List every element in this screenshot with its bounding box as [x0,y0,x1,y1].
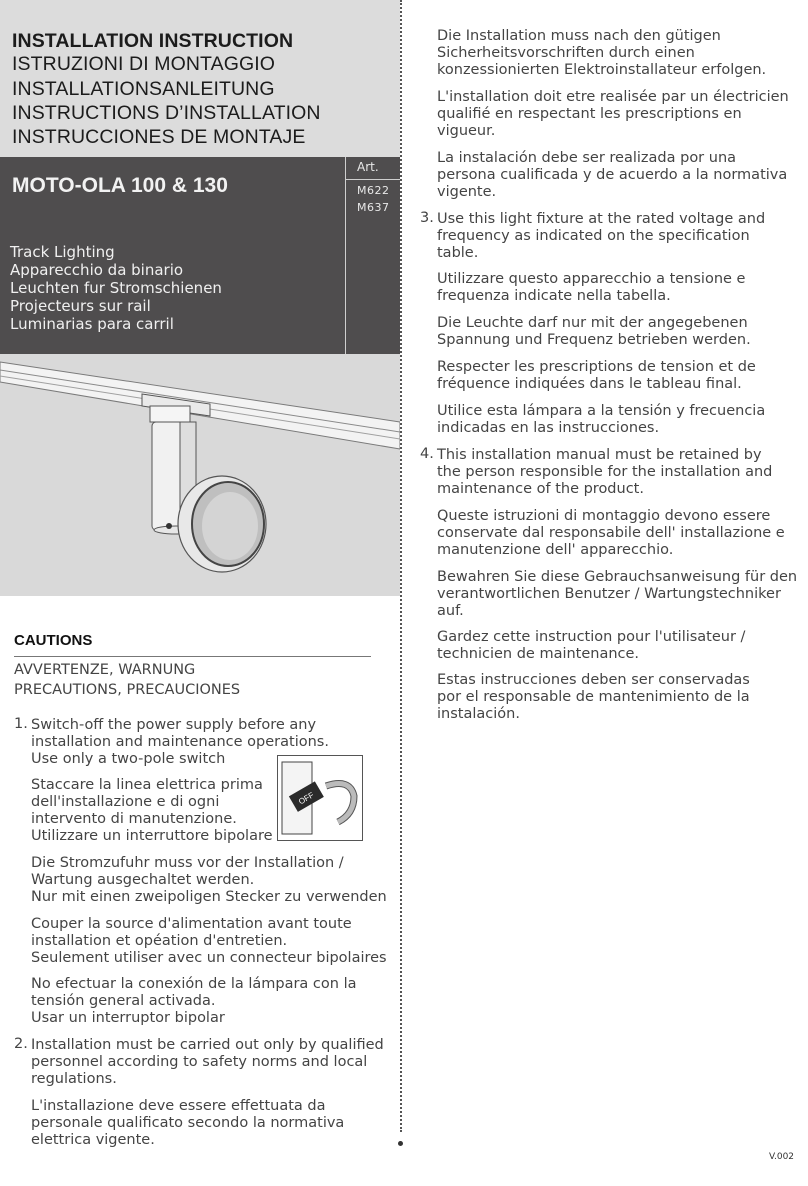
item-2-it: L'installazione deve essere effettuata da personale qualificato secondo la normativa elettrica vigente. [31,1098,345,1148]
title-block [0,0,400,157]
item-number: 2. [14,1036,28,1052]
item-4-en: This installation manual must be retained by the person responsible for the installation and maintenance of the product. [437,447,773,497]
item-number: 4. [420,446,434,462]
item-1-de: Die Stromzufuhr muss vor der Installation / Wartung ausgechaltet werden. Nur mit einen zweipoligen Stecker zu verwenden [31,855,387,905]
title-en: INSTALLATION INSTRUCTION [12,30,294,52]
item-1-it: Staccare la linea elettrica prima dell'installazione e di ogni intervento di manutenzione. Utilizzare un interruttore bipolare [31,777,273,844]
cautions-heading: CAUTIONS [14,632,93,649]
left-column [0,0,400,1186]
title-es: INSTRUCCIONES DE MONTAJE [12,126,306,148]
cautions-subtitle: AVVERTENZE, WARNUNG [14,662,196,678]
item-3-de: Die Leuchte darf nur mit der angegebenen Spannung und Frequenz betrieben werden. [437,315,751,348]
item-2-de: Die Installation muss nach den gütigen Sicherheitsvorschriften durch einen konzessionierten Elektroinstallateur erfolgen. [437,28,767,78]
cautions-subtitle: PRECAUTIONS, PRECAUCIONES [14,682,241,698]
item-1-fr: Couper la source d'alimentation avant toute installation et opéation d'entretien. Seulement utiliser avec un connecteur bipolaires [31,916,387,966]
item-2-es: La instalación debe ser realizada por una persona cualificada y de acuerdo a la normativa vigente. [437,150,788,200]
item-number: 1. [14,716,28,732]
divider-end-dot [398,1141,403,1146]
item-3-es: Utilice esta lámpara a la tensión y frecuencia indicadas en las instrucciones. [437,403,766,436]
item-4-de: Bewahren Sie diese Gebrauchsanweisung für den verantwortlichen Benutzer / Wartungstechniker auf. [437,569,798,619]
title-de: INSTALLATIONSANLEITUNG [12,78,275,100]
item-4-es: Estas instrucciones deben ser conservadas por el responsable de mantenimiento de la instalación. [437,672,750,722]
description-de: Leuchten fur Stromschienen [10,279,222,297]
switch-illustration [277,755,363,841]
off-label: OFF [297,790,316,807]
article-code: M622 [357,184,390,197]
track-light-illustration [0,354,400,596]
item-3-en: Use this light fixture at the rated voltage and frequency as indicated on the specification table. [437,211,766,261]
description-it: Apparecchio da binario [10,261,184,279]
divider [345,179,400,180]
article-code: M637 [357,201,390,214]
item-2-fr: L'installation doit etre realisée par un électricien qualifié en respectant les prescriptions en vigueur. [437,89,789,139]
description-es: Luminarias para carril [10,315,174,333]
item-3-it: Utilizzare questo apparecchio a tensione e frequenza indicate nella tabella. [437,271,746,304]
divider [345,157,346,354]
description-en: Track Lighting [10,243,115,261]
product-image [0,354,400,596]
art-label: Art. [357,160,379,174]
title-fr: INSTRUCTIONS D’INSTALLATION [12,102,321,124]
product-name: MOTO-OLA 100 & 130 [12,174,228,197]
title-it: ISTRUZIONI DI MONTAGGIO [12,53,276,75]
version-label: V.002 [769,1152,795,1162]
item-4-fr: Gardez cette instruction pour l'utilisateur / technicien de maintenance. [437,629,746,662]
item-number: 3. [420,210,434,226]
column-divider [400,0,402,1132]
description-fr: Projecteurs sur rail [10,297,151,315]
item-1-en: Switch-off the power supply before any installation and maintenance operations. Use only a two-pole switch [31,717,329,767]
product-box [0,157,400,354]
item-3-fr: Respecter les prescriptions de tension et de fréquence indiquées dans le tableau final. [437,359,756,392]
item-2-en: Installation must be carried out only by qualified personnel according to safety norms and local regulations. [31,1037,384,1087]
item-4-it: Queste istruzioni di montaggio devono essere conservate dal responsabile dell' installazione e manutenzione dell' apparecchio. [437,508,785,558]
item-1-es: No efectuar la conexión de la lámpara con la tensión general activada. Usar un interruptor bipolar [31,976,357,1026]
divider [14,656,371,657]
